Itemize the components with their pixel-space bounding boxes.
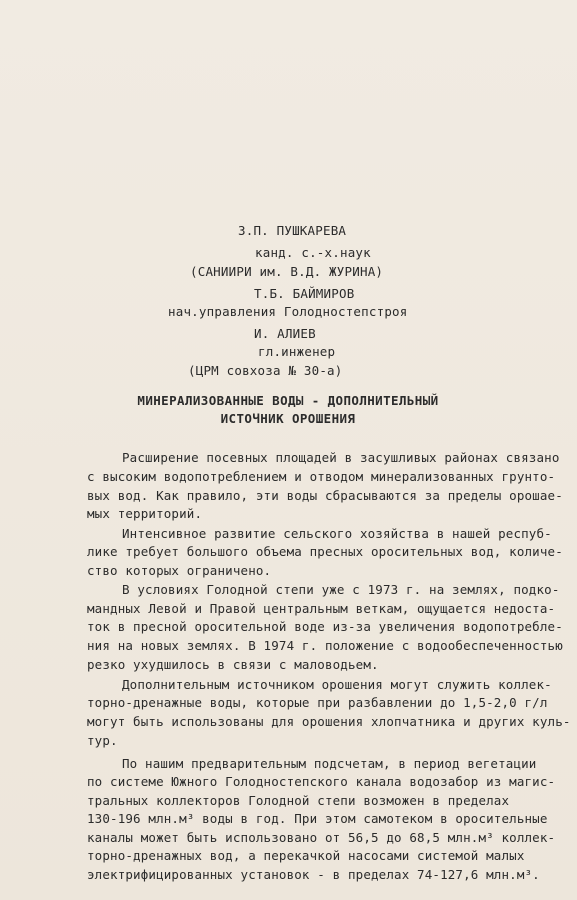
paragraph-5-line-5: каналы может быть использовано от 56,5 до 68,5 млн.м³ коллек-	[87, 830, 556, 845]
paragraph-2-line-2: лике требует большого объема пресных оросительных вод, количе-	[87, 544, 563, 559]
paragraph-4-line-1: Дополнительным источником орошения могут служить коллек-	[122, 677, 552, 692]
paragraph-5-line-6: торно-дренажных вод, а перекачкой насосами системой малых	[87, 848, 525, 863]
paragraph-3-line-2: мандных Левой и Правой центральным веткам, ощущается недоста-	[87, 601, 556, 616]
paragraph-5-line-4: 130-196 млн.м³ воды в год. При этом самотеком в оросительные	[87, 811, 548, 826]
paragraph-4-line-2: торно-дренажные воды, которые при разбавлении до 1,5-2,0 г/л	[87, 695, 548, 710]
author-2-name: Т.Б. БАЙМИРОВ	[254, 286, 355, 301]
author-3-name: И. АЛИЕВ	[254, 326, 316, 341]
article-title-line-2: ИСТОЧНИК ОРОШЕНИЯ	[220, 411, 356, 426]
paragraph-4-line-4: тур.	[87, 733, 118, 748]
article-title-line-1: МИНЕРАЛИЗОВАННЫЕ ВОДЫ - ДОПОЛНИТЕЛЬНЫЙ	[137, 393, 439, 408]
paragraph-1-line-3: вых вод. Как правило, эти воды сбрасываются за пределы орошае-	[87, 488, 563, 503]
paragraph-5-line-2: по системе Южного Голодностепского канала водозабор из магис-	[87, 774, 556, 789]
author-3-position: гл.инженер	[258, 344, 336, 359]
paragraph-5-line-1: По нашим предварительным подсчетам, в период вегетации	[122, 756, 537, 771]
paragraph-5-line-7: электрифицированных установок - в пределах 74-127,6 млн.м³.	[87, 867, 540, 882]
paragraph-3-line-1: В условиях Голодной степи уже с 1973 г. на землях, подко-	[122, 582, 560, 597]
paragraph-1-line-2: с высоким водопотреблением и отводом минерализованных грунто-	[87, 469, 556, 484]
paragraph-2-line-1: Интенсивное развитие сельского хозяйства в нашей респуб-	[122, 526, 552, 541]
paragraph-3-line-4: ния на новых землях. В 1974 г. положение с водообеспеченностью	[87, 638, 563, 653]
paragraph-2-line-3: ство которых ограничено.	[87, 563, 272, 578]
paragraph-5-line-3: тральных коллекторов Голодной степи возможен в пределах	[87, 793, 510, 808]
paragraph-3-line-5: резко ухудшилось в связи с маловодьем.	[87, 657, 379, 672]
paragraph-1-line-4: мых территорий.	[87, 506, 203, 521]
paragraph-4-line-3: могут быть использованы для орошения хлопчатника и других куль-	[87, 714, 571, 729]
author-3-affiliation: (ЦРМ совхоза № 30-а)	[188, 363, 343, 378]
author-2-position: нач.управления Голодностепстроя	[168, 304, 408, 319]
author-1-degree: канд. с.-х.наук	[255, 245, 371, 260]
author-1-name: З.П. ПУШКАРЕВА	[238, 223, 347, 238]
paragraph-1-line-1: Расширение посевных площадей в засушливых районах связано	[122, 450, 560, 465]
author-1-affiliation: (САНИИРИ им. В.Д. ЖУРИНА)	[190, 264, 384, 279]
paragraph-3-line-3: ток в пресной оросительной воде из-за увеличения водопотребле-	[87, 619, 563, 634]
